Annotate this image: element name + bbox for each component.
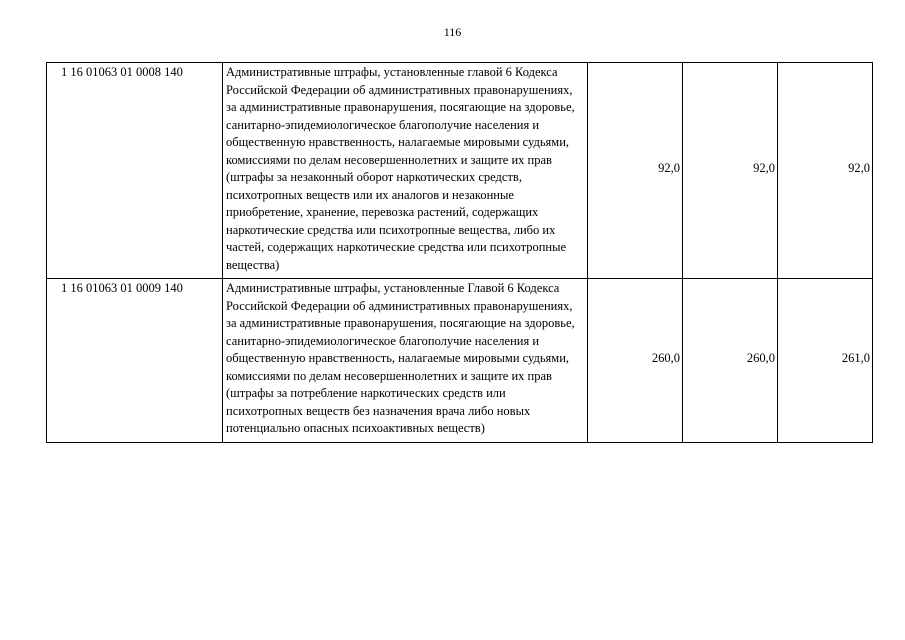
table-body [47,63,873,443]
revenue-name-cell: Административные штрафы, установленные главой 6 Кодекса Российской Федерации об административных правонарушениях, за административные правонарушения, посягающие на здоровье, санитарно-эпидемиологическое благополучие населения и общественную нравственность, налагаемые мировыми судьями, комиссиями по делам несовершеннолетних и защите их прав (штрафы за незаконный оборот наркотических средств, психотропных веществ или их аналогов и незаконные приобретение, хранение, перевозка растений, содержащих наркотические средства или психотропные вещества, либо их частей, содержащих наркотические средства или психотропные вещества) [223,63,588,279]
amount-cell-year-1: 92,0 [588,63,683,279]
amount-cell-year-2: 92,0 [683,63,778,279]
page-number: 116 [443,25,462,39]
revenue-code-cell: 1 16 01063 01 0008 140 [47,63,223,279]
revenue-name-cell: Административные штрафы, установленные Главой 6 Кодекса Российской Федерации об административных правонарушениях, за административные правонарушения, посягающие на здоровье, санитарно-эпидемиологическое благополучие населения и общественную нравственность, налагаемые мировыми судьями, комиссиями по делам несовершеннолетних и защите их прав (штрафы за потребление наркотических средств или психотропных веществ без назначения врача либо новых потенциально опасных психоактивных веществ) [223,279,588,443]
revenue-code-cell: 1 16 01063 01 0009 140 [47,279,223,443]
revenue-table [46,62,873,443]
amount-cell-year-3: 261,0 [778,279,873,443]
table-row [47,279,873,443]
table-row [47,63,873,279]
amount-cell-year-3: 92,0 [778,63,873,279]
amount-cell-year-2: 260,0 [683,279,778,443]
amount-cell-year-1: 260,0 [588,279,683,443]
